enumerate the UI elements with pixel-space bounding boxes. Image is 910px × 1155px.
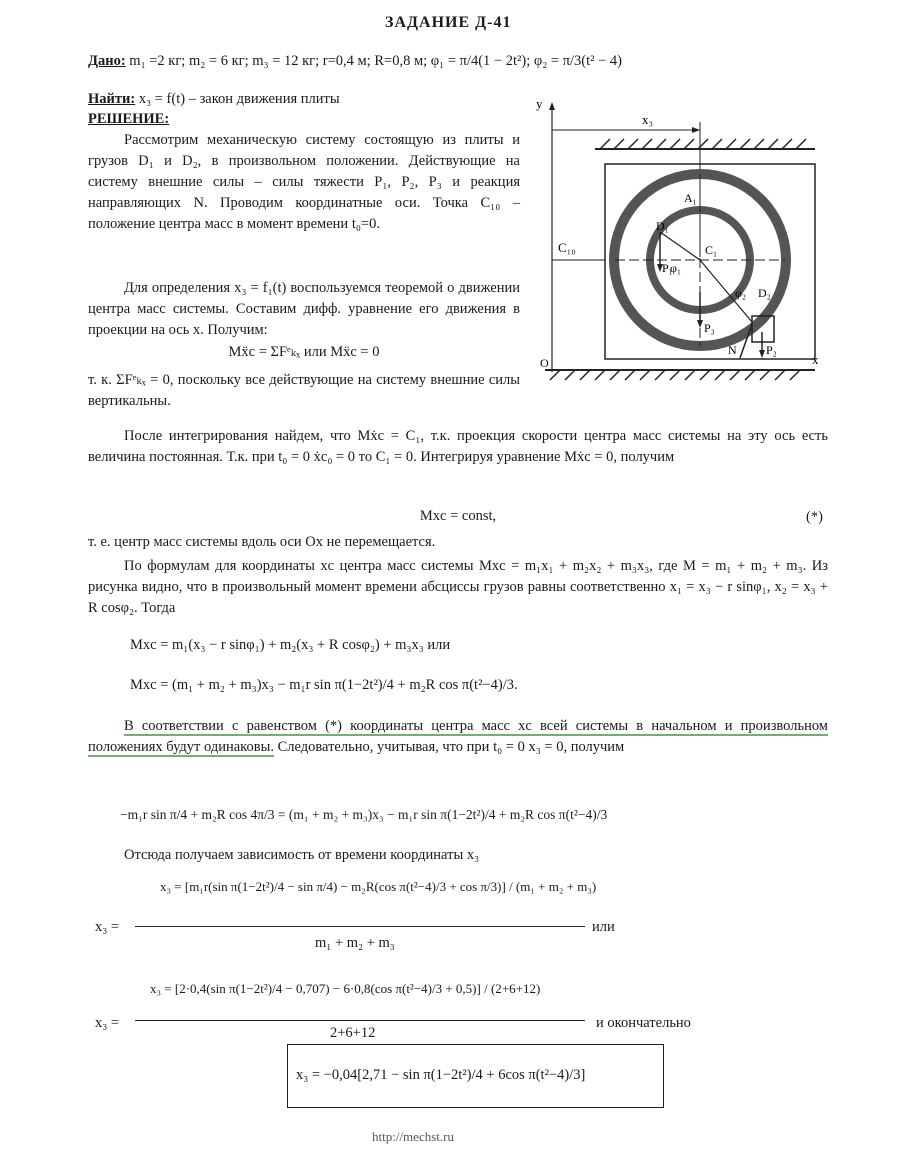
find-label: Найти: bbox=[88, 91, 136, 107]
paragraph-forces: т. к. ΣFᵉₖₓ = 0, поскольку все действующие на систему внешние силы вертикальны. bbox=[88, 372, 520, 409]
equation-5: −m₁r sin π/4 + m₂R cos 4π/3 = (m₁ + m₂ + m₃)x₃ − m₁r sin π(1−2t²)/4 + m₂R cos π(t²−4)/3 bbox=[120, 807, 608, 822]
c10-label: C₁₀ bbox=[558, 240, 576, 255]
mechanics-figure bbox=[530, 92, 830, 382]
equation-7: x₃ = [2·0,4(sin π(1−2t²)/4 − 0,707) − 6·0,8(cos π(t²−4)/3 + 0,5)] / (2+6+12) bbox=[150, 981, 541, 996]
given-label: Дано: bbox=[88, 53, 126, 69]
p2-label: P₂ bbox=[766, 343, 777, 357]
find-text: x₃ = f(t) – закон движения плиты bbox=[138, 91, 340, 107]
top-wall bbox=[595, 139, 815, 149]
x3-dimension-arrow bbox=[692, 127, 700, 133]
given-line bbox=[88, 52, 622, 70]
origin-label: O bbox=[540, 356, 549, 370]
x3-label: x₃ bbox=[642, 112, 654, 127]
equation-6: x₃ = [m₁r(sin π(1−2t²)/4 − sin π/4) − m₂R(cos π(t²−4)/3 + cos π/3)] / (m₁ + m₂ + m₃) bbox=[160, 879, 597, 894]
d2-label: D₂ bbox=[758, 286, 771, 300]
c1-label: C₁ bbox=[705, 243, 718, 257]
equation-3: Mxc = m₁(x₃ − r sinφ₁) + m₂(x₃ + R cosφ₂) + m₃x₃ или bbox=[130, 637, 451, 653]
p3-arrowhead bbox=[697, 320, 703, 328]
solution-label: РЕШЕНИЕ: bbox=[88, 111, 170, 127]
paragraph-system: Рассмотрим механическую систему состоящую из плиты и грузов D₁ и D₂, в произвольном положении. Действующие на систему внешние силы – силы тяжести P₁, P₂, P₃ и реакция направляющих N. Проводим координатные оси. Точка C₁₀ – положение центра масс в момент времени t₀=0. bbox=[88, 132, 520, 232]
p1-label: P₁ bbox=[662, 261, 673, 275]
paragraph-center-of-mass: т. е. центр масс системы вдоль оси Ox не перемещается. bbox=[88, 534, 436, 550]
paragraph-equality bbox=[88, 716, 828, 758]
equation-6-fraction-bar bbox=[135, 926, 585, 927]
d1-label: D₁ bbox=[656, 219, 669, 233]
phi2-label: φ₂ bbox=[735, 286, 747, 300]
paragraph-integration: После интегрирования найдем, что Mẋc = C₁, т.к. проекция скорости центра масс системы на эту ось есть величина постоянная. Т.к. при t₀ = 0 ẋc₀ = 0 то C₁ = 0. Интегрируя уравнение Mẋc = 0, получим bbox=[88, 428, 828, 465]
radius-r bbox=[660, 232, 700, 260]
bottom-floor bbox=[545, 370, 815, 380]
equation-6-lhs: x₃ = bbox=[95, 919, 120, 935]
equation-7-tail: и окончательно bbox=[596, 1015, 691, 1031]
equation-2: Mxc = const, bbox=[419, 508, 497, 524]
a1-label: A₁ bbox=[684, 191, 697, 205]
n-label: N bbox=[728, 343, 737, 357]
equation-6-tail: или bbox=[592, 919, 615, 935]
paragraph-theorem-text: Для определения x₃ = f₁(t) воспользуемся теоремой о движении центра масс системы. Составим дифф. уравнение его движения в проекции на ось x. Получим: bbox=[88, 280, 520, 338]
paragraph-equality-tail: Следовательно, учитывая, что при t₀ = 0 x₃ = 0, получим bbox=[277, 739, 625, 755]
paragraph-dependency: Отсюда получаем зависимость от времени координаты x₃ bbox=[124, 847, 480, 863]
phi1-label: φ₁ bbox=[670, 261, 682, 275]
p3-label: P₃ bbox=[704, 321, 715, 335]
footer-url: http://mechst.ru bbox=[372, 1129, 454, 1144]
equation-6-denominator: m₁ + m₂ + m₃ bbox=[315, 935, 395, 951]
equation-7-lhs: x₃ = bbox=[95, 1015, 120, 1031]
page-title: ЗАДАНИЕ Д-41 bbox=[385, 14, 512, 31]
paragraph-theorem bbox=[88, 278, 520, 341]
equation-7-fraction-bar bbox=[135, 1020, 585, 1021]
highlighted-sentence: В соответствии с равенством (*) координаты центра масс xc всей системы в начальном и произвольном положениях будут одинаковы. bbox=[88, 718, 828, 755]
given-text: m₁ =2 кг; m₂ = 6 кг; m₃ = 12 кг; r=0,4 м; R=0,8 м; φ₁ = π/4(1 − 2t²); φ₂ = π/3(t² − 4) bbox=[129, 53, 623, 69]
equation-4: Mxc = (m₁ + m₂ + m₃)x₃ − m₁r sin π(1−2t²)/4 + m₂R cos π(t²−4)/3. bbox=[130, 677, 518, 693]
find-line bbox=[88, 90, 340, 108]
y-axis-label: y bbox=[536, 96, 543, 111]
p2-arrowhead bbox=[759, 350, 765, 358]
equation-7-denominator: 2+6+12 bbox=[330, 1025, 376, 1041]
paragraph-coordinates: По формулам для координаты xc центра масс системы Mxc = m₁x₁ + m₂x₂ + m₃x₃, где M = m₁ + m₂ + m₃. Из рисунка видно, что в произвольный момент времени абсциссы грузов равны соответственно x₁ = x₃ − r sinφ₁, x₂ = x₃ + R cosφ₂. Тогда bbox=[88, 558, 828, 616]
equation-1: Mẍc = ΣFᵉₖₓ или Mẍc = 0 bbox=[228, 344, 380, 360]
equation-2-tag: (*) bbox=[806, 509, 823, 525]
x-axis-label: x bbox=[812, 352, 819, 367]
y-axis-arrow bbox=[549, 102, 555, 110]
equation-8: x₃ = −0,04[2,71 − sin π(1−2t²)/4 + 6cos π(t²−4)/3] bbox=[296, 1067, 586, 1083]
